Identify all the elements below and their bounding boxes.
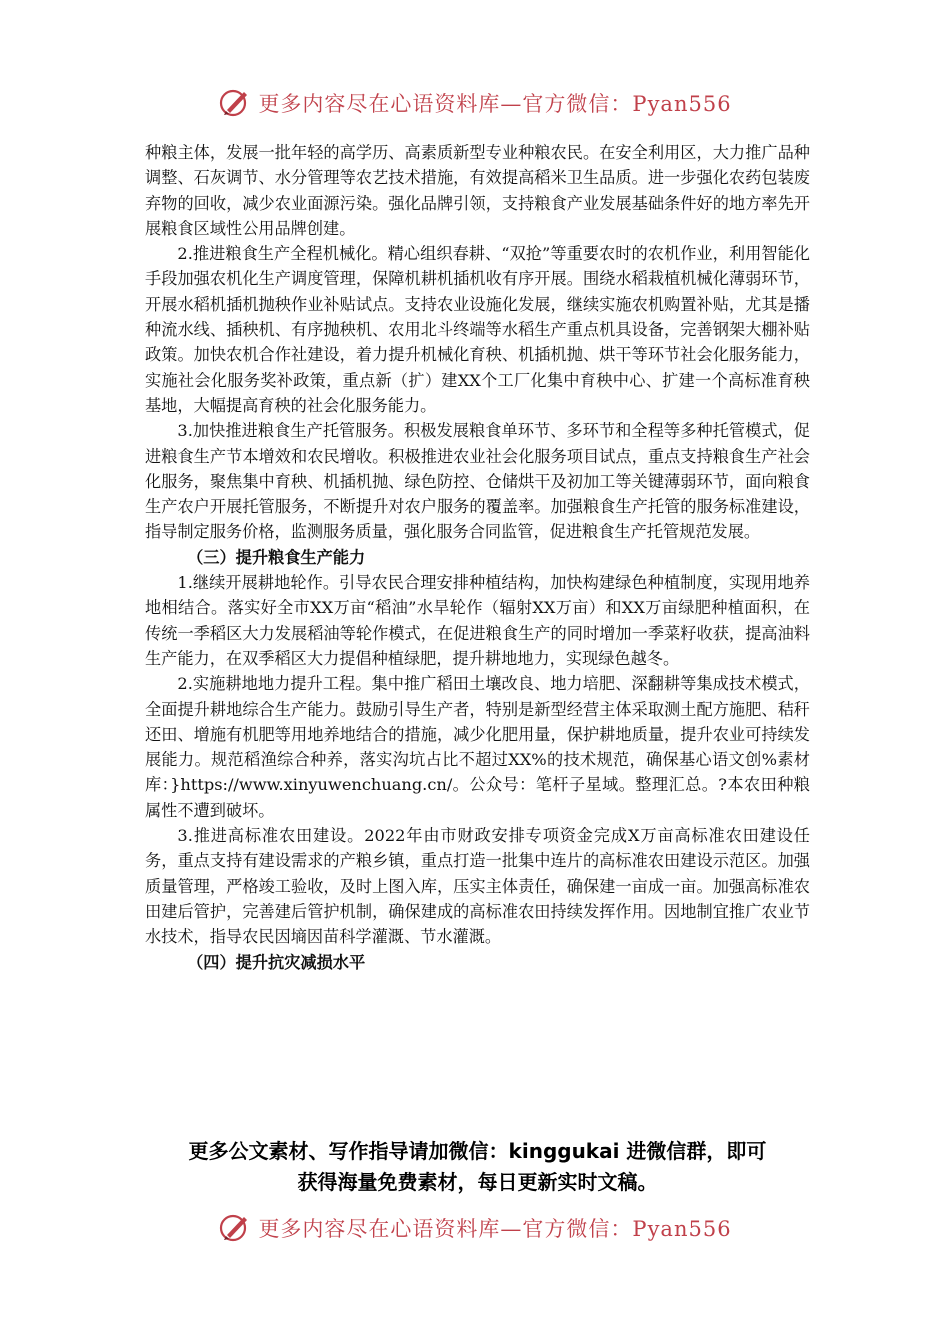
promo-notice [145,1136,810,1198]
promo-line: 更多公文素材、写作指导请加微信：kinggukai 进微信群，即可 [188,1139,767,1163]
pen-logo-icon [218,86,252,120]
header-banner [0,86,950,120]
pen-logo-icon [218,1211,252,1245]
document-body [145,140,810,975]
footer-banner-text: 更多内容尽在心语资料库—官方微信：Pyan556 [258,1217,732,1241]
section-heading: （四）提升抗灾减损水平 [187,952,366,972]
paragraph: 3.加快推进粮食生产托管服务。积极发展粮食单环节、多环节和全程等多种托管模式，促进粮食生产节本增效和农民增收。积极推进农业社会化服务项目试点，重点支持粮食生产社会化服务，聚焦集中育秧、机插机抛、绿色防控、仓储烘干及初加工等关键薄弱环节，面向粮食生产农户开展托管服务，不断提升对农户服务的覆盖率。加强粮食生产托管的服务标准建设，指导制定服务价格，监测服务质量，强化服务合同监管，促进粮食生产托管规范发展。 [145,421,810,542]
paragraph: 2.实施耕地地力提升工程。集中推广稻田土壤改良、地力培肥、深翻耕等集成技术模式，全面提升耕地综合生产能力。鼓励引导生产者，特别是新型经营主体采取测土配方施肥、秸秆还田、增施有机肥等用地养地结合的措施，减少化肥用量，保护耕地质量，提升农业可持续发展能力。规范稻渔综合种养，落实沟坑占比不超过XX%的技术规范，确保基心语文创%素材库：}https://www.xinyuwenchuang.cn/。公众号：笔杆子星域。整理汇总。?本农田种粮属性不遭到破坏。 [145,674,810,820]
footer-banner [0,1211,950,1245]
header-banner-text: 更多内容尽在心语资料库—官方微信：Pyan556 [258,92,732,116]
paragraph: 2.推进粮食生产全程机械化。精心组织春耕、“双抢”等重要农时的农机作业，利用智能化手段加强农机化生产调度管理，保障机耕机插机收有序开展。围绕水稻栽植机械化薄弱环节，开展水稻机插机抛秧作业补贴试点。支持农业设施化发展，继续实施农机购置补贴，尤其是播种流水线、插秧机、有序抛秧机、农用北斗终端等水稻生产重点机具设备，完善钢架大棚补贴政策。加快农机合作社建设，着力提升机械化育秧、机插机抛、烘干等环节社会化服务能力，实施社会化服务奖补政策，重点新（扩）建XX个工厂化集中育秧中心、扩建一个高标准育秧基地，大幅提高育秧的社会化服务能力。 [145,244,810,415]
section-heading: （三）提升粮食生产能力 [187,547,366,567]
paragraph: 1.继续开展耕地轮作。引导农民合理安排种植结构，加快构建绿色种植制度，实现用地养地相结合。落实好全市XX万亩“稻油”水旱轮作（辐射XX万亩）和XX万亩绿肥种植面积，在传统一季稻区大力发展稻油等轮作模式，在促进粮食生产的同时增加一季菜籽收获，提高油料生产能力，在双季稻区大力提倡种植绿肥，提升耕地地力，实现绿色越冬。 [145,573,810,668]
promo-line: 获得海量免费素材，每日更新实时文稿。 [297,1170,658,1194]
paragraph: 种粮主体，发展一批年轻的高学历、高素质新型专业种粮农民。在安全利用区，大力推广品种调整、石灰调节、水分管理等农艺技术措施，有效提高稻米卫生品质。进一步强化农药包装废弃物的回收，减少农业面源污染。强化品牌引领，支持粮食产业发展基础条件好的地方率先开展粮食区域性公用品牌创建。 [145,143,810,238]
paragraph: 3.推进高标准农田建设。2022年由市财政安排专项资金完成X万亩高标准农田建设任务，重点支持有建设需求的产粮乡镇，重点打造一批集中连片的高标准农田建设示范区。加强质量管理，严格竣工验收，及时上图入库，压实主体责任，确保建一亩成一亩。加强高标准农田建后管护，完善建后管护机制，确保建成的高标准农田持续发挥作用。因地制宜推广农业节水技术，指导农民因墒因苗科学灌溉、节水灌溉。 [145,826,810,947]
